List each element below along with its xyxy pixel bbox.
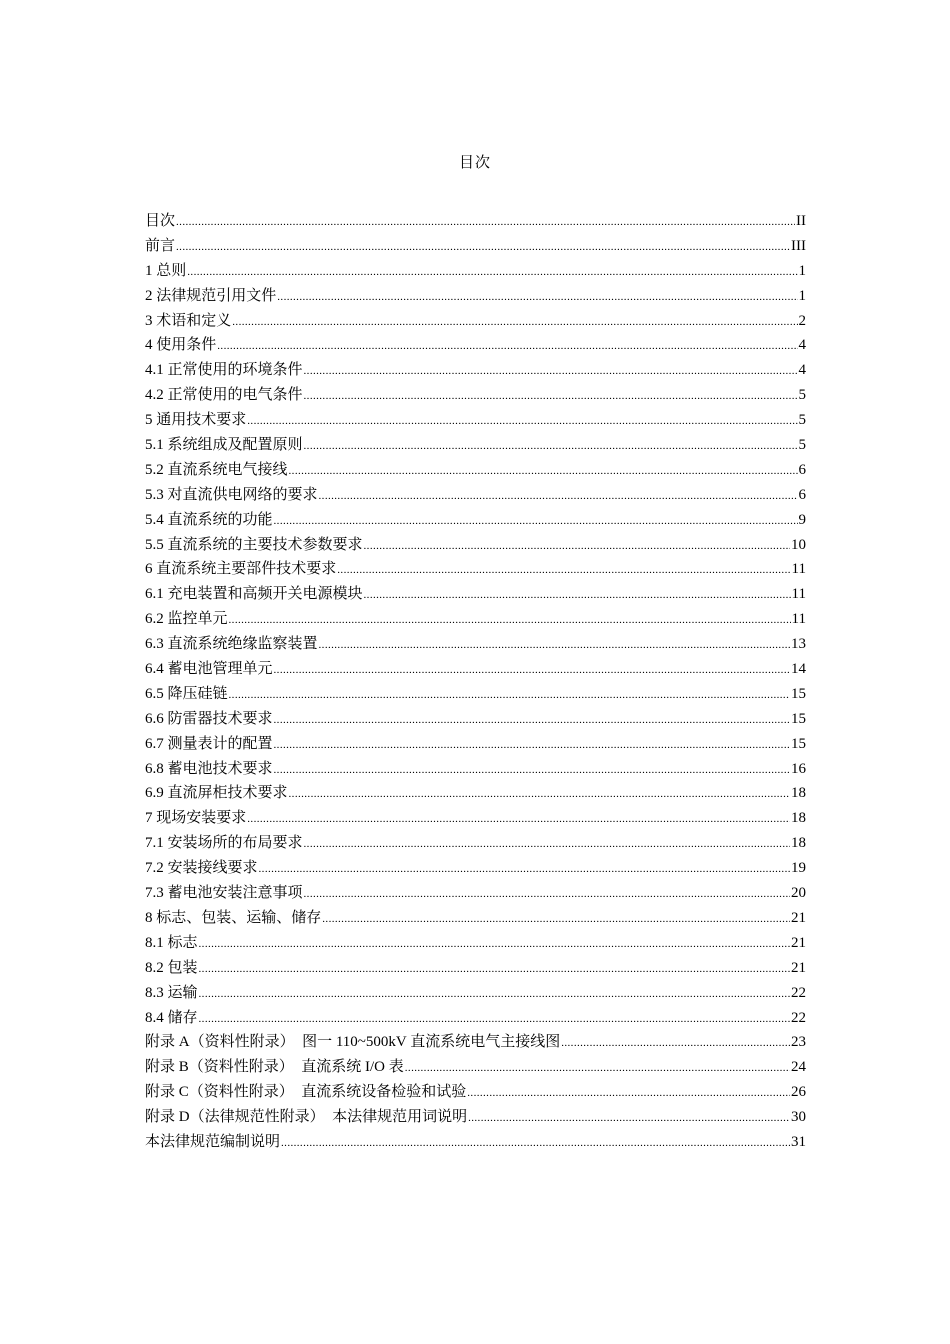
toc-entry-page-number: 11 xyxy=(791,611,806,628)
toc-entry[interactable] xyxy=(145,1130,806,1155)
toc-dot-leader xyxy=(304,359,798,384)
page-title: 目次 xyxy=(458,155,491,171)
toc-entry[interactable] xyxy=(145,309,806,334)
toc-entry-label: 8.3 运输 xyxy=(145,984,198,1001)
toc-dot-leader xyxy=(176,235,790,260)
toc-dot-leader xyxy=(247,409,797,434)
toc-entry[interactable] xyxy=(145,1055,806,1080)
toc-entry-page-number: 23 xyxy=(791,1034,806,1051)
toc-dot-leader xyxy=(259,857,790,882)
toc-entry[interactable] xyxy=(145,732,806,757)
toc-dot-leader xyxy=(304,434,798,459)
toc-entry-page-number: 5 xyxy=(798,437,806,454)
toc-dot-leader xyxy=(304,882,790,907)
toc-entry-page-number: 5 xyxy=(798,412,806,429)
toc-entry-page-number: 18 xyxy=(791,810,806,827)
toc-entry-page-number: 22 xyxy=(791,1009,806,1026)
toc-entry[interactable] xyxy=(145,209,806,234)
toc-entry[interactable] xyxy=(145,806,806,831)
toc-dot-leader xyxy=(304,832,790,857)
toc-entry[interactable] xyxy=(145,632,806,657)
toc-entry-page-number: 5 xyxy=(798,387,806,404)
toc-entry[interactable] xyxy=(145,483,806,508)
toc-entry-page-number: 6 xyxy=(798,461,806,478)
toc-entry-page-number: 11 xyxy=(791,586,806,603)
toc-entry-label: 目次 xyxy=(145,213,176,229)
toc-entry[interactable] xyxy=(145,1080,806,1105)
toc-dot-leader xyxy=(274,733,790,758)
toc-entry-page-number: 21 xyxy=(791,909,806,926)
toc-dot-leader xyxy=(322,907,790,932)
toc-entry-label: 6.6 防雷器技术要求 xyxy=(145,710,273,727)
toc-entry[interactable] xyxy=(145,358,806,383)
toc-dot-leader xyxy=(304,384,798,409)
toc-entry-label: 6.1 充电装置和高频开关电源模块 xyxy=(145,586,363,603)
toc-dot-leader xyxy=(405,1056,790,1081)
toc-entry-page-number: 13 xyxy=(791,636,806,653)
toc-entry-page-number: 2 xyxy=(798,312,806,329)
toc-entry-page-number: 21 xyxy=(791,959,806,976)
toc-entry[interactable] xyxy=(145,757,806,782)
toc-entry[interactable] xyxy=(145,1105,806,1130)
toc-dot-leader xyxy=(229,608,791,633)
toc-entry[interactable] xyxy=(145,333,806,358)
toc-entry-label: 4 使用条件 xyxy=(145,337,217,354)
toc-entry-label: 6.8 蓄电池技术要求 xyxy=(145,760,273,777)
toc-entry-label: 8 标志、包装、运输、储存 xyxy=(145,909,322,926)
toc-entry-label: 7.2 安装接线要求 xyxy=(145,860,258,877)
toc-entry[interactable] xyxy=(145,906,806,931)
toc-entry-label: 附录 C（资料性附录） 直流系统设备检验和试验 xyxy=(145,1084,467,1101)
toc-entry-page-number: 6 xyxy=(798,486,806,503)
toc-entry-label: 6.5 降压硅链 xyxy=(145,685,228,702)
toc-entry[interactable] xyxy=(145,981,806,1006)
toc-entry-label: 7.3 蓄电池安装注意事项 xyxy=(145,885,303,902)
toc-entry-page-number: 16 xyxy=(791,760,806,777)
toc-entry-page-number: 11 xyxy=(791,561,806,578)
toc-entry-page-number: 15 xyxy=(791,685,806,702)
toc-entry-page-number: 1 xyxy=(798,262,806,279)
toc-entry[interactable] xyxy=(145,508,806,533)
toc-entry-label: 附录 D（法律规范性附录） 本法律规范用词说明 xyxy=(145,1109,468,1126)
toc-entry[interactable] xyxy=(145,557,806,582)
toc-entry-label: 8.4 储存 xyxy=(145,1009,198,1026)
toc-entry[interactable] xyxy=(145,533,806,558)
toc-dot-leader xyxy=(199,932,790,957)
toc-entry[interactable] xyxy=(145,383,806,408)
toc-dot-leader xyxy=(337,558,790,583)
toc-dot-leader xyxy=(217,334,797,359)
toc-entry-page-number: 4 xyxy=(798,362,806,379)
toc-entry[interactable] xyxy=(145,582,806,607)
toc-entry-page-number: 19 xyxy=(791,860,806,877)
toc-entry-label: 前言 xyxy=(145,237,176,254)
toc-entry-page-number: 1 xyxy=(798,287,806,304)
toc-dot-leader xyxy=(247,807,790,832)
toc-entry-label: 8.2 包装 xyxy=(145,959,198,976)
toc-entry[interactable] xyxy=(145,781,806,806)
toc-entry-label: 本法律规范编制说明 xyxy=(145,1133,281,1150)
toc-entry-page-number: 4 xyxy=(798,337,806,354)
toc-entry-label: 3 术语和定义 xyxy=(145,312,232,329)
toc-dot-leader xyxy=(277,285,797,310)
toc-entry-label: 7.1 安装场所的布局要求 xyxy=(145,835,303,852)
toc-dot-leader xyxy=(319,484,798,509)
toc-entry-page-number: 15 xyxy=(791,735,806,752)
toc-entry[interactable] xyxy=(145,433,806,458)
toc-entry[interactable] xyxy=(145,607,806,632)
toc-entry[interactable] xyxy=(145,956,806,981)
toc-entry-page-number: II xyxy=(796,213,806,229)
toc-entry-page-number: 26 xyxy=(791,1084,806,1101)
toc-dot-leader xyxy=(199,1007,790,1032)
toc-entry-page-number: 21 xyxy=(791,934,806,951)
toc-entry-label: 1 总则 xyxy=(145,262,187,279)
toc-entry-label: 4.2 正常使用的电气条件 xyxy=(145,387,303,404)
toc-dot-leader xyxy=(467,1081,790,1106)
toc-entry-label: 8.1 标志 xyxy=(145,934,198,951)
toc-entry[interactable] xyxy=(145,458,806,483)
toc-entry-page-number: 10 xyxy=(791,536,806,553)
toc-entry-page-number: 30 xyxy=(791,1109,806,1126)
toc-entry-label: 2 法律规范引用文件 xyxy=(145,287,277,304)
toc-entry-page-number: 18 xyxy=(791,835,806,852)
toc-dot-leader xyxy=(468,1106,790,1131)
toc-dot-leader xyxy=(199,982,790,1007)
toc-entry-page-number: 24 xyxy=(791,1059,806,1076)
toc-dot-leader xyxy=(187,260,797,285)
toc-dot-leader xyxy=(229,683,790,708)
toc-dot-leader xyxy=(274,708,790,733)
toc-entry-label: 6.9 直流屏柜技术要求 xyxy=(145,785,288,802)
toc-entry[interactable] xyxy=(145,881,806,906)
toc-entry-label: 5 通用技术要求 xyxy=(145,412,247,429)
toc-entry[interactable] xyxy=(145,259,806,284)
toc-entry-label: 6.2 监控单元 xyxy=(145,611,228,628)
toc-entry-label: 6.4 蓄电池管理单元 xyxy=(145,661,273,678)
toc-entry-page-number: 18 xyxy=(791,785,806,802)
toc-dot-leader xyxy=(281,1131,790,1156)
toc-entry-page-number: 31 xyxy=(791,1133,806,1150)
toc-entry-label: 5.1 系统组成及配置原则 xyxy=(145,437,303,454)
toc-entry-label: 6.7 测量表计的配置 xyxy=(145,735,273,752)
toc-dot-leader xyxy=(199,957,790,982)
toc-entry[interactable] xyxy=(145,408,806,433)
toc-entry[interactable] xyxy=(145,707,806,732)
toc-dot-leader xyxy=(289,782,790,807)
toc-entry-page-number: 20 xyxy=(791,885,806,902)
toc-entry-label: 5.5 直流系统的主要技术参数要求 xyxy=(145,536,363,553)
toc-entry[interactable] xyxy=(145,682,806,707)
toc-dot-leader xyxy=(289,459,798,484)
toc-entry[interactable] xyxy=(145,1006,806,1031)
toc-entry[interactable] xyxy=(145,831,806,856)
toc-entry-label: 5.4 直流系统的功能 xyxy=(145,511,273,528)
table-of-contents xyxy=(145,209,806,1155)
toc-dot-leader xyxy=(274,658,790,683)
toc-entry-label: 6 直流系统主要部件技术要求 xyxy=(145,561,337,578)
toc-entry[interactable] xyxy=(145,657,806,682)
toc-dot-leader xyxy=(561,1031,790,1056)
toc-entry-page-number: 22 xyxy=(791,984,806,1001)
toc-entry-label: 附录 B（资料性附录） 直流系统 I/O 表 xyxy=(145,1059,404,1076)
toc-dot-leader xyxy=(274,509,798,534)
toc-dot-leader xyxy=(176,210,795,235)
toc-dot-leader xyxy=(364,534,790,559)
toc-entry-label: 4.1 正常使用的环境条件 xyxy=(145,362,303,379)
toc-entry-page-number: 15 xyxy=(791,710,806,727)
toc-entry-page-number: III xyxy=(791,237,806,254)
toc-entry[interactable] xyxy=(145,234,806,259)
toc-entry[interactable] xyxy=(145,931,806,956)
toc-entry-label: 5.3 对直流供电网络的要求 xyxy=(145,486,318,503)
toc-entry-page-number: 14 xyxy=(791,661,806,678)
toc-entry-label: 5.2 直流系统电气接线 xyxy=(145,461,288,478)
toc-entry[interactable] xyxy=(145,856,806,881)
toc-entry-label: 6.3 直流系统绝缘监察装置 xyxy=(145,636,318,653)
toc-entry[interactable] xyxy=(145,1030,806,1055)
toc-dot-leader xyxy=(364,583,791,608)
toc-dot-leader xyxy=(232,310,797,335)
toc-dot-leader xyxy=(274,758,790,783)
toc-dot-leader xyxy=(319,633,790,658)
toc-entry-label: 附录 A（资料性附录） 图一 110~500kV 直流系统电气主接线图 xyxy=(145,1034,561,1051)
toc-entry[interactable] xyxy=(145,284,806,309)
toc-entry-page-number: 9 xyxy=(798,511,806,528)
toc-entry-label: 7 现场安装要求 xyxy=(145,810,247,827)
